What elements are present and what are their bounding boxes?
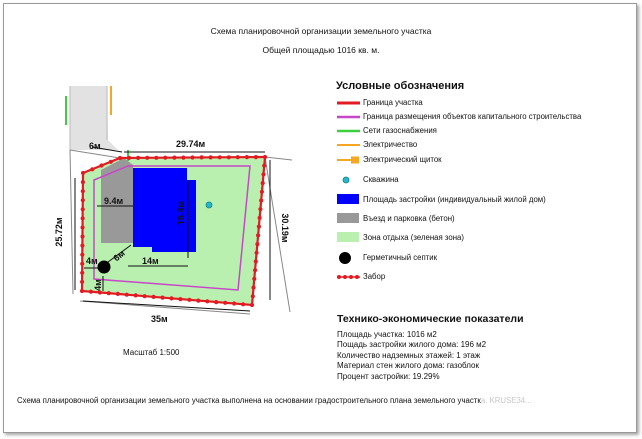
neighbour-line — [70, 150, 73, 294]
fence-post — [107, 291, 111, 295]
tep-line: Количество надземных этажей: 1 этаж — [337, 350, 481, 360]
fence-post — [116, 292, 120, 296]
dim-road-label: 6м — [89, 141, 101, 151]
fence-post — [143, 294, 147, 298]
drawing-title: Схема планировочной организации земельного участка — [210, 26, 432, 36]
dim-bottom-label: 35м — [151, 314, 168, 324]
legend-swatch-driveway — [337, 213, 359, 223]
fence-post — [196, 299, 200, 303]
fence-post — [109, 160, 113, 164]
fence-post — [236, 155, 240, 159]
fence-post — [227, 155, 231, 159]
legend-item-label: Зона отдыха (зеленая зона) — [363, 233, 464, 242]
footer-note — [17, 396, 532, 405]
legend-swatch-house — [337, 194, 359, 204]
fence-post — [251, 294, 255, 298]
dim-right-label: 30.19м — [280, 213, 290, 243]
fence-post — [81, 189, 85, 193]
fence-post — [262, 164, 266, 168]
fence-post — [152, 295, 156, 299]
legend-item-label: Герметичный септик — [363, 253, 438, 262]
fence-post — [81, 180, 85, 184]
fence-post — [134, 293, 138, 297]
fence-post — [259, 198, 263, 202]
fence-post — [80, 280, 84, 284]
fence-post — [200, 155, 204, 159]
fence-post — [255, 251, 259, 255]
dim-house-horiz-label: 14м — [142, 256, 159, 266]
tep-line: Пощадь застройки жилого дома: 196 м2 — [337, 340, 487, 350]
legend-title: Условные обозначения — [336, 80, 465, 92]
fence-post — [90, 167, 94, 171]
fence-post — [80, 225, 84, 229]
footer-text: Схема планировочной организации земельного участка выполнена на основании градостроительного плана земельного участк — [17, 396, 481, 405]
dim-top-label: 29.74м — [176, 139, 206, 149]
fence-post — [214, 300, 218, 304]
fence-post — [154, 156, 158, 160]
dim-septic-house-label: 6м — [111, 248, 127, 264]
septic-icon — [98, 261, 111, 274]
fence-post — [80, 271, 84, 275]
dim-house-vert-label: 15.4м — [176, 200, 186, 226]
fence-post — [232, 301, 236, 305]
drawing-area-subtitle: Общей площадью 1016 кв. м. — [262, 45, 380, 55]
legend-item-label: Электрический щиток — [363, 155, 442, 164]
fence-post — [245, 155, 249, 159]
fence-post — [187, 298, 191, 302]
fence-post — [256, 233, 260, 237]
fence-post — [125, 293, 129, 297]
fence-post — [257, 225, 261, 229]
legend-swatch-green-zone — [337, 232, 359, 242]
legend-item-label: Площадь застройки (индивидуальный жилой дом) — [363, 195, 546, 204]
tep-line: Материал стен жилого дома: газоблок — [337, 361, 479, 371]
fence-post — [223, 301, 227, 305]
legend-item-label: Электричество — [363, 140, 418, 149]
fence-post — [136, 156, 140, 160]
fence-post — [81, 198, 85, 202]
legend-item-label: Сети газоснабжения — [363, 126, 437, 135]
scale-label: Масштаб 1:500 — [123, 348, 180, 357]
legend-swatch-well — [343, 177, 349, 183]
fence-post — [80, 244, 84, 248]
dim-septic-bottom-label: 4м — [93, 279, 103, 291]
well-icon — [206, 202, 212, 208]
fence-post — [99, 163, 103, 167]
neighbour-line — [70, 150, 120, 158]
fence-post — [81, 216, 85, 220]
fence-post — [190, 155, 194, 159]
fence-post — [181, 156, 185, 160]
fence-post — [80, 253, 84, 257]
legend-swatch-electric-panel — [337, 157, 359, 164]
fence-post — [169, 296, 173, 300]
fence-post — [261, 181, 265, 185]
fence-post — [251, 286, 255, 290]
fence-post — [145, 156, 149, 160]
tep-title: Технико-экономические показатели — [337, 313, 524, 325]
neighbour-line — [265, 157, 292, 160]
fence-post — [178, 297, 182, 301]
fence-post — [81, 171, 85, 175]
fence-post — [172, 156, 176, 160]
fence-post — [218, 155, 222, 159]
legend-swatch-septic — [339, 252, 351, 264]
fence-post — [209, 155, 213, 159]
fence-post — [81, 207, 85, 211]
tep-line: Площадь участка: 1016 м2 — [337, 330, 437, 339]
fence-post — [258, 216, 262, 220]
fence-post — [118, 156, 122, 160]
legend-swatch-fence — [337, 275, 360, 279]
tech-economic-indicators — [337, 313, 524, 382]
house-footprint — [133, 168, 196, 252]
fence-post — [263, 155, 267, 159]
legend-item-label: Въезд и парковка (бетон) — [363, 214, 455, 223]
watermark: а. KRUSE34... — [480, 396, 532, 405]
legend-item-label: Граница участка — [363, 98, 423, 107]
fence-post — [127, 156, 131, 160]
fence-post — [258, 207, 262, 211]
fence-post — [255, 242, 259, 246]
fence-post — [241, 302, 245, 306]
fence-post — [261, 172, 265, 176]
fence-post — [260, 190, 264, 194]
tep-line: Процент застройки: 19.29% — [337, 371, 440, 381]
legend-item-label: Граница размещения объектов капитального строительства — [363, 112, 582, 121]
fence-post — [254, 155, 258, 159]
fence-post — [250, 303, 254, 307]
legend-item-label: Скважина — [363, 175, 399, 184]
fence-post — [80, 262, 84, 266]
fence-post — [205, 299, 209, 303]
dim-left-label: 25.72м — [54, 217, 64, 247]
fence-post — [254, 259, 258, 263]
fence-post — [80, 234, 84, 238]
fence-post — [163, 156, 167, 160]
dim-house-left-label: 9.4м — [104, 196, 124, 206]
fence-post — [252, 277, 256, 281]
fence-post — [253, 268, 257, 272]
legend-item-label: Забор — [363, 272, 386, 281]
dim-septic-left-label: 4м — [86, 256, 98, 266]
fence-post — [160, 296, 164, 300]
fence-post — [80, 289, 84, 293]
legend — [336, 80, 636, 96]
